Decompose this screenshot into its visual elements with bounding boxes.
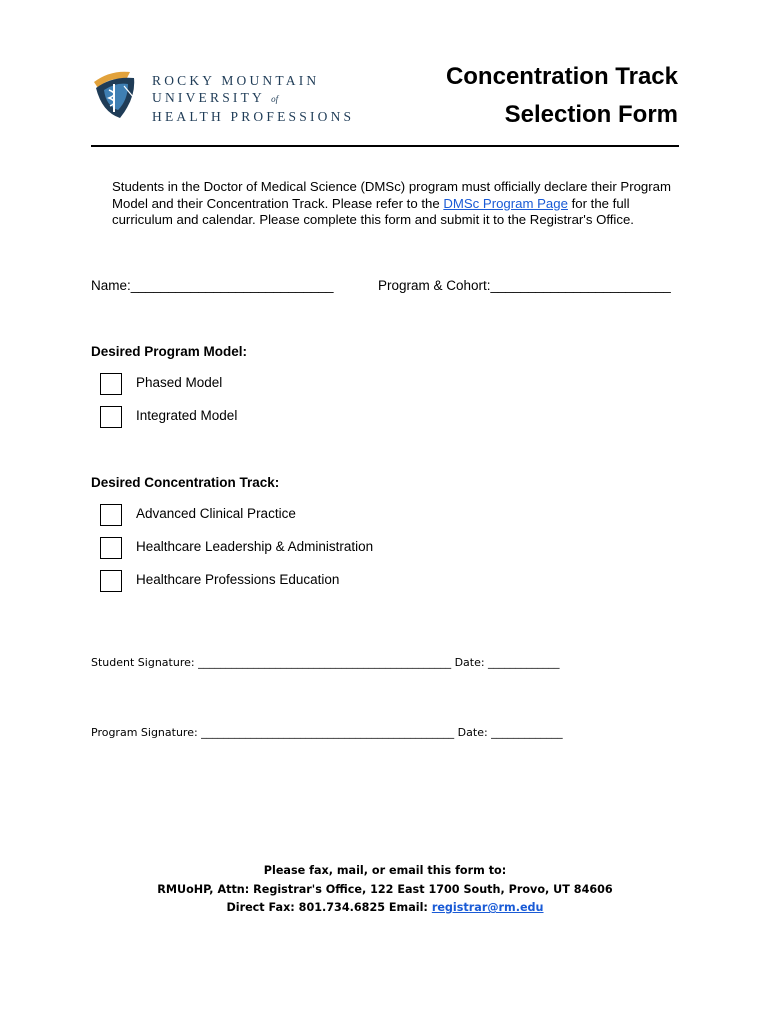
healthcare-leadership-checkbox[interactable] — [100, 537, 122, 559]
registrar-email-link[interactable]: registrar@rm.edu — [431, 901, 544, 914]
intro-text-after: for the full curriculum and calendar. Please complete this form and submit it to the Registrar's Office. — [112, 195, 634, 228]
header-divider — [91, 145, 679, 147]
option-label: Advanced Clinical Practice — [136, 506, 296, 521]
logo-wordmark — [152, 72, 354, 125]
logo-line-1: ROCKY MOUNTAIN — [152, 73, 320, 88]
dmsc-program-page-link[interactable]: DMSc Program Page — [443, 195, 568, 211]
student-signature-line[interactable]: Student Signature: ______________________________________________ Date: _____________ — [91, 656, 560, 669]
program-signature-line[interactable]: Program Signature: ______________________________________________ Date: _____________ — [91, 726, 563, 739]
concentration-track-title: Desired Concentration Track: — [91, 475, 280, 490]
option-label: Healthcare Leadership & Administration — [136, 539, 374, 554]
intro-text-before: Students in the Doctor of Medical Science (DMSc) program must officially declare their Program Model and their Concentration Track. Please refer to the — [112, 179, 671, 211]
phased-model-checkbox[interactable] — [100, 373, 122, 395]
footer-line-2: RMUoHP, Attn: Registrar's Office, 122 East 1700 South, Provo, UT 84606 — [157, 882, 613, 896]
logo-emblem-icon — [90, 68, 146, 124]
option-label: Phased Model — [136, 375, 223, 390]
intro-paragraph — [112, 179, 672, 229]
option-label: Integrated Model — [136, 408, 238, 423]
title-line-1: Concentration Track — [445, 63, 678, 90]
footer-line-3 — [0, 899, 770, 918]
university-logo — [90, 68, 355, 124]
program-model-title: Desired Program Model: — [91, 344, 248, 359]
submission-info — [0, 862, 770, 918]
fax-info: Direct Fax: 801.734.6825 Email: — [226, 901, 432, 914]
option-label: Healthcare Professions Education — [136, 572, 340, 587]
logo-line-2: UNIVERSITY of — [152, 90, 279, 105]
title-line-2: Selection Form — [504, 101, 678, 128]
name-field[interactable]: Name:___________________________ — [91, 278, 334, 293]
logo-of: of — [271, 94, 279, 104]
healthcare-professions-education-checkbox[interactable] — [100, 570, 122, 592]
program-cohort-field[interactable]: Program & Cohort:________________________ — [378, 278, 671, 293]
advanced-clinical-practice-checkbox[interactable] — [100, 504, 122, 526]
integrated-model-checkbox[interactable] — [100, 406, 122, 428]
footer-line-1: Please fax, mail, or email this form to: — [263, 864, 507, 877]
logo-line-3: HEALTH PROFESSIONS — [152, 109, 355, 124]
form-title — [446, 58, 678, 134]
